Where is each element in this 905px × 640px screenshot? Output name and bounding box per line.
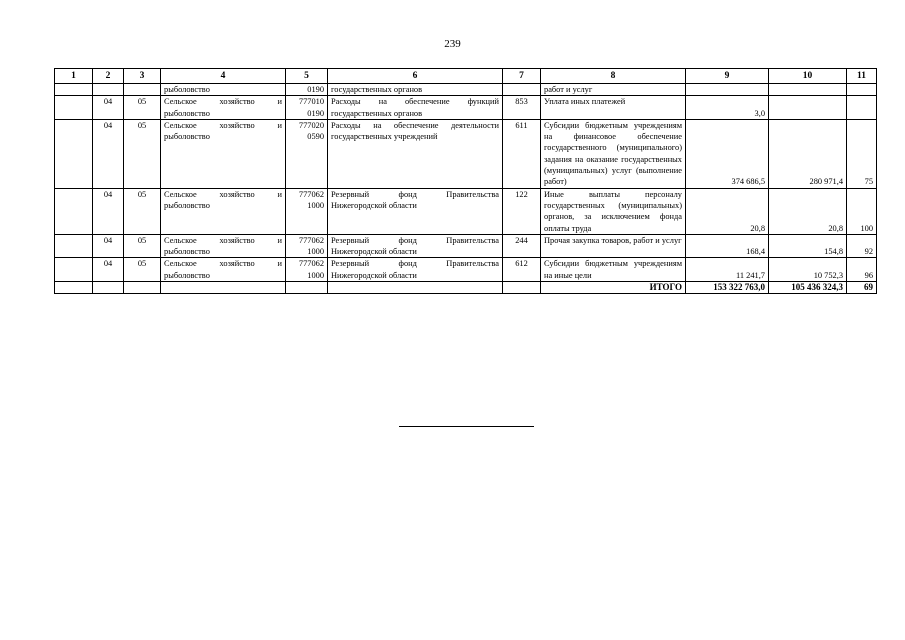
col-header-9: 9 [686,69,769,84]
table-row [55,234,877,258]
cell: 04 [93,119,124,188]
cell: 777062 1000 [286,188,328,234]
cell: Резервный фонд Правительства Нижегородской области [328,188,503,234]
cell: Сельское хозяйство и рыболовство [161,234,286,258]
col-header-10: 10 [769,69,847,84]
cell: 777062 1000 [286,234,328,258]
cell: Резервный фонд Правительства Нижегородской области [328,234,503,258]
cell: 96 [847,258,877,282]
cell: Резервный фонд Правительства Нижегородской области [328,258,503,282]
col-header-6: 6 [328,69,503,84]
cell: рыболовство [161,84,286,96]
cell: Расходы на обеспечение функций государственных органов [328,96,503,120]
cell: 92 [847,234,877,258]
col-header-7: 7 [503,69,541,84]
cell: Расходы на обеспечение деятельности государственных учреждений [328,119,503,188]
cell: 3,0 [686,96,769,120]
cell: 10 752,3 [769,258,847,282]
cell [93,282,124,294]
cell: 05 [124,258,161,282]
cell: 05 [124,188,161,234]
cell [847,84,877,96]
cell: 75 [847,119,877,188]
cell: 777010 0190 [286,96,328,120]
cell [286,282,328,294]
cell: 374 686,5 [686,119,769,188]
cell: 04 [93,96,124,120]
cell: 0190 [286,84,328,96]
cell: 777020 0590 [286,119,328,188]
cell: 853 [503,96,541,120]
total-row [55,282,877,294]
cell [124,282,161,294]
cell [161,282,286,294]
cell: Прочая закупка товаров, работ и услуг [541,234,686,258]
col-header-4: 4 [161,69,286,84]
cell: 04 [93,234,124,258]
cell: 777062 1000 [286,258,328,282]
cell [55,188,93,234]
cell [55,96,93,120]
cell [686,84,769,96]
cell [55,258,93,282]
cell [769,96,847,120]
cell: 05 [124,96,161,120]
cell: 280 971,4 [769,119,847,188]
cell [328,282,503,294]
col-header-11: 11 [847,69,877,84]
table-row [55,84,877,96]
total-value-percent: 69 [847,282,877,294]
page-number: 239 [444,38,461,50]
cell: 05 [124,119,161,188]
cell: 20,8 [686,188,769,234]
cell: 11 241,7 [686,258,769,282]
cell: Сельское хозяйство и рыболовство [161,258,286,282]
total-value-actual: 105 436 324,3 [769,282,847,294]
cell: 04 [93,188,124,234]
table-row [55,119,877,188]
cell: 611 [503,119,541,188]
cell [503,282,541,294]
cell: 20,8 [769,188,847,234]
table-row [55,96,877,120]
cell: Субсидии бюджетным учреждениям на иные цели [541,258,686,282]
cell: 244 [503,234,541,258]
cell: 100 [847,188,877,234]
cell [55,282,93,294]
budget-table [54,68,877,294]
cell: 612 [503,258,541,282]
cell [55,84,93,96]
cell: Сельское хозяйство и рыболовство [161,188,286,234]
cell: 122 [503,188,541,234]
cell: 154,8 [769,234,847,258]
cell: Уплата иных платежей [541,96,686,120]
cell [93,84,124,96]
cell: Иные выплаты персоналу государственных (муниципальных) органов, за исключением фонда оплаты труда [541,188,686,234]
cell: Субсидии бюджетным учреждениям на финансовое обеспечение государственного (муниципального) задания на оказание государственных (муниципальных) услуг (выполнение работ) [541,119,686,188]
total-label: ИТОГО [541,282,686,294]
cell [847,96,877,120]
col-header-1: 1 [55,69,93,84]
cell [503,84,541,96]
cell: 04 [93,258,124,282]
cell [55,119,93,188]
col-header-2: 2 [93,69,124,84]
cell: государственных органов [328,84,503,96]
table-row [55,258,877,282]
cell [124,84,161,96]
col-header-8: 8 [541,69,686,84]
cell: Сельское хозяйство и рыболовство [161,119,286,188]
col-header-3: 3 [124,69,161,84]
table-row [55,188,877,234]
separator-line [399,426,534,427]
col-header-5: 5 [286,69,328,84]
total-value-plan: 153 322 763,0 [686,282,769,294]
cell: работ и услуг [541,84,686,96]
header-row [55,69,877,84]
cell: 168,4 [686,234,769,258]
cell: 05 [124,234,161,258]
cell: Сельское хозяйство и рыболовство [161,96,286,120]
cell [55,234,93,258]
cell [769,84,847,96]
